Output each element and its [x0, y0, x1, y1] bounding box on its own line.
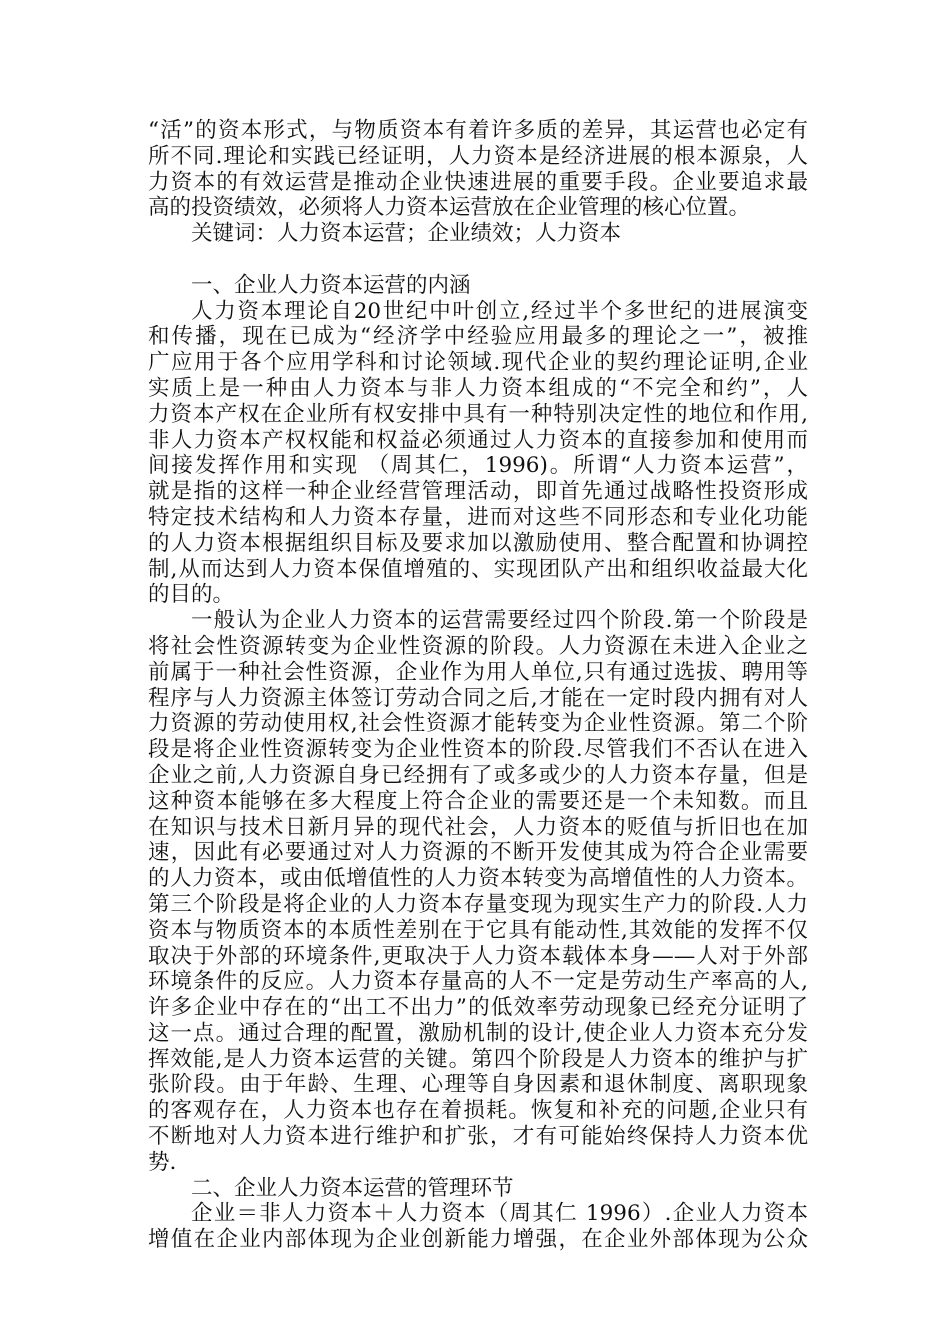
- text-line: 力资源的劳动使用权,社会性资源才能转变为企业性资源。第二个阶: [148, 711, 808, 737]
- text-line: 实质上是一种由人力资本与非人力资本组成的“不完全和约”，人: [148, 375, 808, 401]
- text-line: 不断地对人力资本进行维护和扩张，才有可能始终保持人力资本优: [148, 1124, 808, 1150]
- text-line: 一般认为企业人力资本的运营需要经过四个阶段.第一个阶段是: [191, 608, 808, 634]
- text-line: 张阶段。由于年龄、生理、心理等自身因素和退休制度、离职现象: [148, 1072, 808, 1098]
- text-line: 程序与人力资源主体签订劳动合同之后,才能在一定时段内拥有对人: [148, 685, 808, 711]
- text-line: 力资本产权在企业所有权安排中具有一种特别决定性的地位和作用,: [148, 401, 808, 427]
- text-line: 广应用于各个应用学科和讨论领域.现代企业的契约理论证明,企业: [148, 350, 808, 376]
- text-line: 第三个阶段是将企业的人力资本存量变现为现实生产力的阶段.人力: [148, 891, 808, 917]
- section1-paragraph-2: [148, 608, 808, 1176]
- text-line: 特定技术结构和人力资本存量，进而对这些不同形态和专业化功能: [148, 504, 808, 530]
- text-line: 和传播，现在已成为“经济学中经验应用最多的理论之一”，被推: [148, 324, 808, 350]
- document-body: [148, 118, 808, 1253]
- text-line: 的客观存在，人力资本也存在着损耗。恢复和补充的问题,企业只有: [148, 1098, 808, 1124]
- text-line: 高的投资绩效，必须将人力资本运营放在企业管理的核心位置。: [148, 195, 751, 221]
- text-line: 的目的。: [148, 582, 235, 608]
- text-line: 企业之前,人力资源自身已经拥有了或多或少的人力资本存量，但是: [148, 762, 808, 788]
- text-line: 所不同.理论和实践已经证明，人力资本是经济进展的根本源泉，人: [148, 143, 808, 169]
- text-line: 环境条件的反应。人力资本存量高的人不一定是劳动生产率高的人,: [148, 969, 808, 995]
- text-line: 许多企业中存在的“出工不出力”的低效率劳动现象已经充分证明了: [148, 995, 808, 1021]
- text-line: 制,从而达到人力资本保值增殖的、实现团队产出和组织收益最大化: [148, 556, 808, 582]
- text-line: 就是指的这样一种企业经营管理活动，即首先通过战略性投资形成: [148, 479, 808, 505]
- text-line: 这种资本能够在多大程度上符合企业的需要还是一个未知数。而且: [148, 788, 808, 814]
- text-line: 增值在企业内部体现为企业创新能力增强，在企业外部体现为公众: [148, 1227, 808, 1253]
- section2-paragraph-1: [148, 1201, 808, 1253]
- text-line: 企业＝非人力资本＋人力资本（周其仁 1996）.企业人力资本: [191, 1201, 808, 1227]
- text-line: 速，因此有必要通过对人力资源的不断开发使其成为符合企业需要: [148, 840, 808, 866]
- text-line: 的人力资本，或由低增值性的人力资本转变为高增值性的人力资本。: [148, 866, 808, 892]
- text-line: 将社会性资源转变为企业性资源的阶段。人力资源在未进入企业之: [148, 633, 808, 659]
- text-line: 力资本的有效运营是推动企业快速进展的重要手段。企业要追求最: [148, 169, 808, 195]
- text-line: “活”的资本形式，与物质资本有着许多质的差异，其运营也必定有: [148, 118, 808, 143]
- text-line: 前属于一种社会性资源，企业作为用人单位,只有通过选拔、聘用等: [148, 659, 808, 685]
- section1-paragraph-1: [148, 299, 808, 609]
- text-line: 非人力资本产权权能和权益必须通过人力资本的直接参加和使用而: [148, 427, 808, 453]
- abstract-paragraph: [148, 118, 808, 221]
- text-line: 间接发挥作用和实现 （周其仁，1996)。所谓“人力资本运营”，: [148, 453, 808, 479]
- text-line: 取决于外部的环境条件,更取决于人力资本载体本身——人对于外部: [148, 943, 808, 969]
- text-line: 在知识与技术日新月异的现代社会，人力资本的贬值与折旧也在加: [148, 814, 808, 840]
- text-line: 人力资本理论自20世纪中叶创立,经过半个多世纪的进展演变: [191, 298, 808, 324]
- text-line: 势.: [148, 1149, 177, 1175]
- section-heading-2: 二、企业人力资本运营的管理环节: [191, 1175, 514, 1201]
- text-line: 挥效能,是人力资本运营的关键。第四个阶段是人力资本的维护与扩: [148, 1046, 808, 1072]
- section-heading-1: 一、企业人力资本运营的内涵: [191, 272, 471, 298]
- text-line: 资本与物质资本的本质性差别在于它具有能动性,其效能的发挥不仅: [148, 917, 808, 943]
- text-line: 的人力资本根据组织目标及要求加以激励使用、整合配置和协调控: [148, 530, 808, 556]
- text-line: 段是将企业性资源转变为企业性资本的阶段.尽管我们不否认在进入: [148, 737, 808, 763]
- keywords-line: 关键词：人力资本运营；企业绩效；人力资本: [191, 221, 622, 247]
- text-line: 这一点。通过合理的配置，激励机制的设计,使企业人力资本充分发: [148, 1020, 808, 1046]
- blank-line: [148, 247, 808, 273]
